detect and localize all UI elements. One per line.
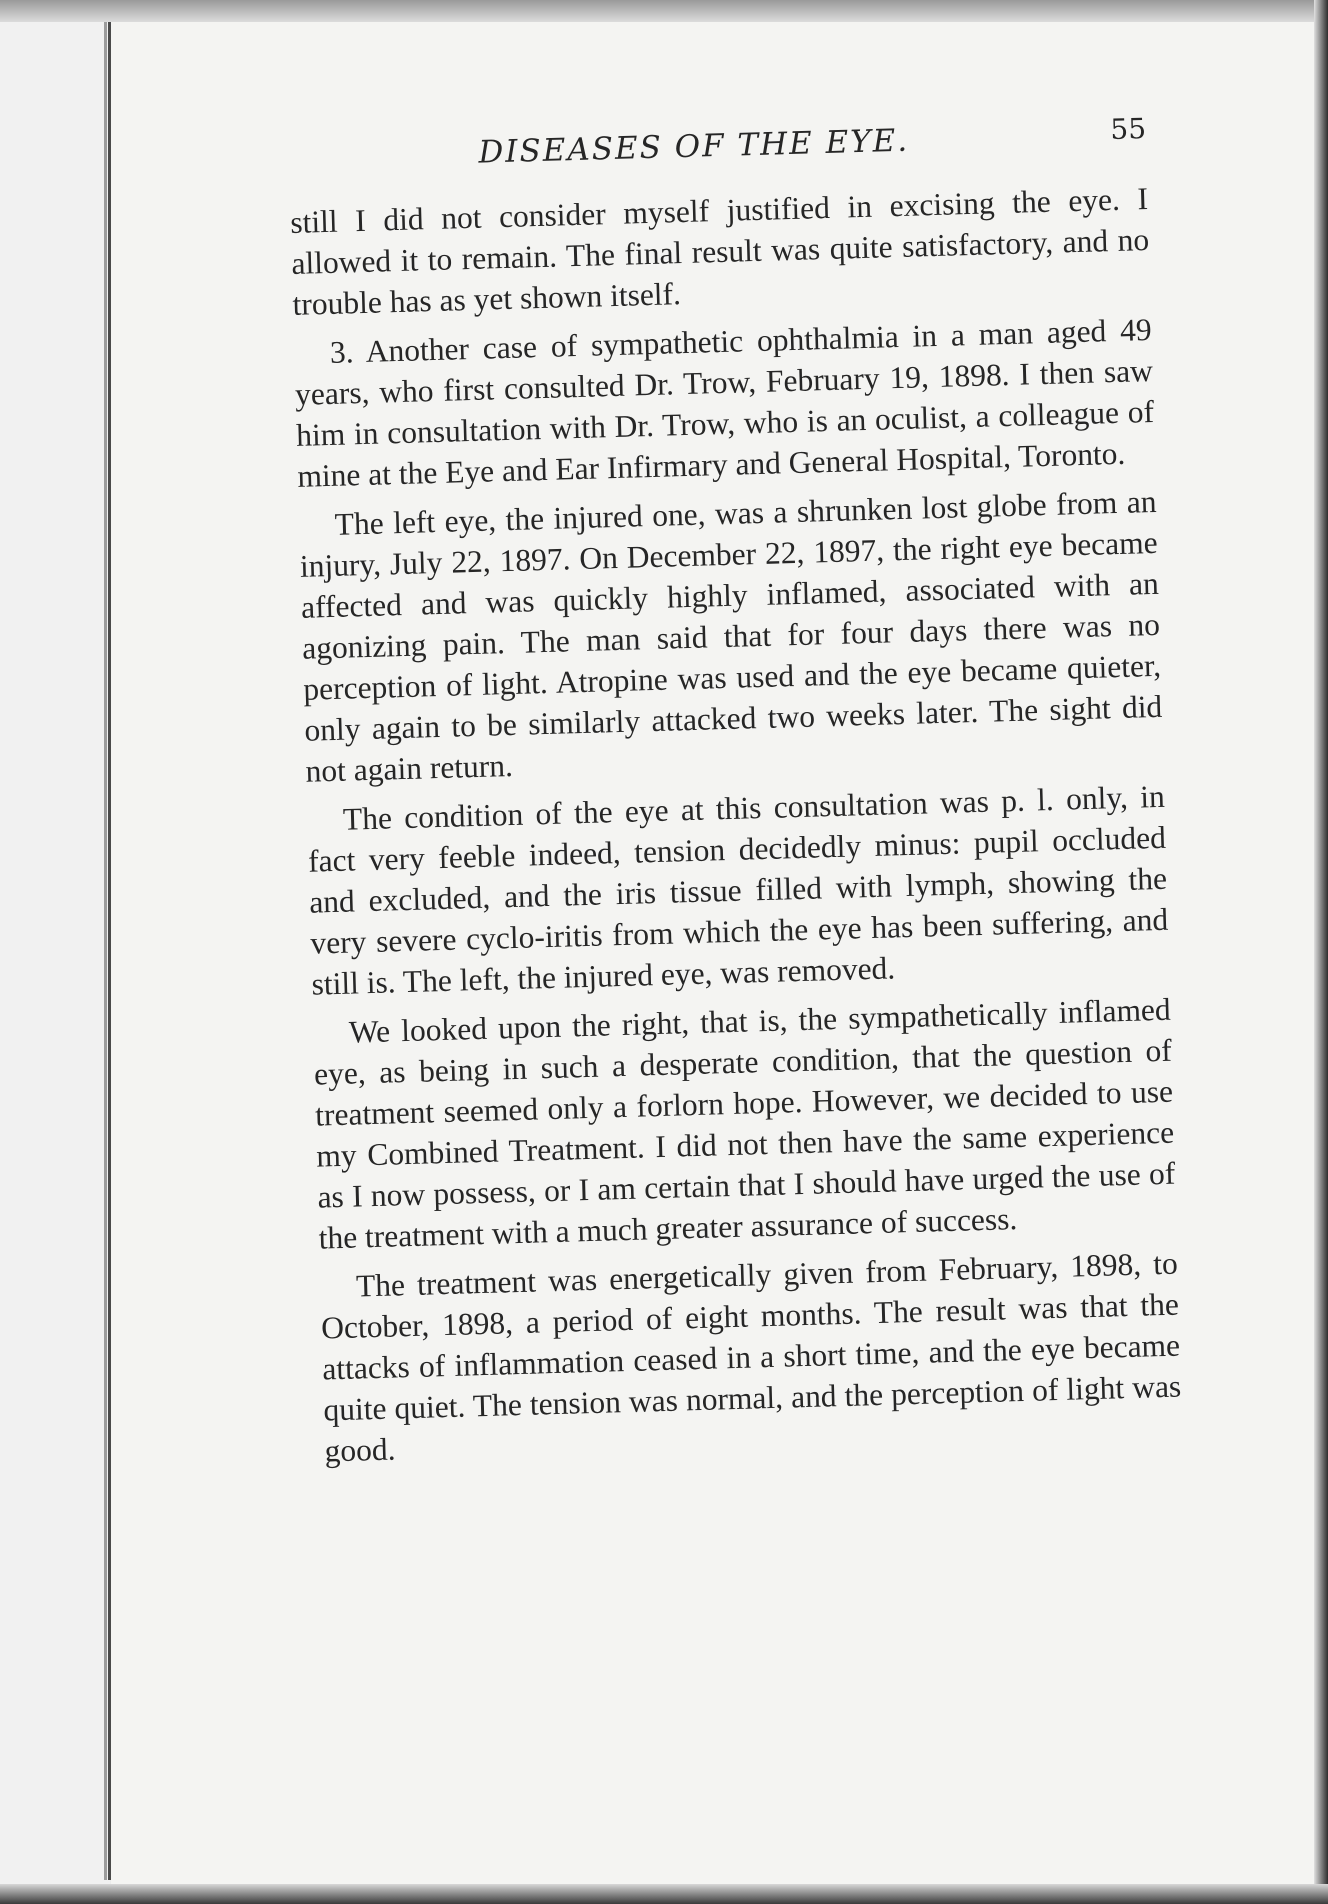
bottom-edge — [0, 1884, 1328, 1904]
page-content — [288, 112, 1183, 1479]
right-edge — [1314, 0, 1328, 1904]
binding-shadow — [104, 20, 107, 1880]
paragraph: still I did not consider myself justified in excising the eye. I allowed it to remain. The final result was quite satisfactory, and no trouble has as yet shown itself. — [289, 181, 1150, 322]
paragraph: The left eye, the injured one, was a shrunken lost globe from an injury, July 22, 1897. On December 22, 1897, the right eye became affected and was quickly highly inflamed, associated with an agonizing pain. The man said that for four days there was no perception of light. Atropine was used and the eye became quieter, only again to be similarly attacked two weeks later. The sight did not again return. — [299, 483, 1163, 789]
paragraph: We looked upon the right, that is, the sympathetically inflamed eye, as being in such a desperate condition, that the question of treatment seemed only a forlorn hope. However, we decided to use my Combined Treatment. I did not then have the same experience as I now possess, or I am certain that I should have urged the use of the treatment with a much greater assurance of success. — [313, 991, 1176, 1256]
top-edge — [0, 0, 1328, 22]
running-title: DISEASES OF THE EYE. — [477, 122, 910, 171]
paragraph: The condition of the eye at this consultation was p. l. only, in fact very feeble indeed, tension decidedly minus: pupil occluded and excluded, and the iris tissue filled with lymph, showing the very severe cyclo-iritis from which the eye has been suffering, and still is. The left, the injured eye, was removed. — [307, 778, 1169, 1002]
body-text — [290, 178, 1183, 1471]
page-number: 55 — [1109, 112, 1147, 147]
paragraph: 3. Another case of sympathetic ophthalmia in a man aged 49 years, who first consulted Dr. Trow, February 19, 1898. I then saw him in consultation with Dr. Trow, who is an oculist, a colleague of mine at the Eye and Ear Infirmary and General Hospital, Toronto. — [294, 311, 1155, 494]
left-margin — [0, 0, 110, 1904]
paragraph: The treatment was energetically given from February, 1898, to October, 1898, a period of eight months. The result was that the attacks of inflammation ceased in a short time, and the eye became quite quiet. The tension was normal, and the perception of light was good. — [320, 1245, 1182, 1469]
